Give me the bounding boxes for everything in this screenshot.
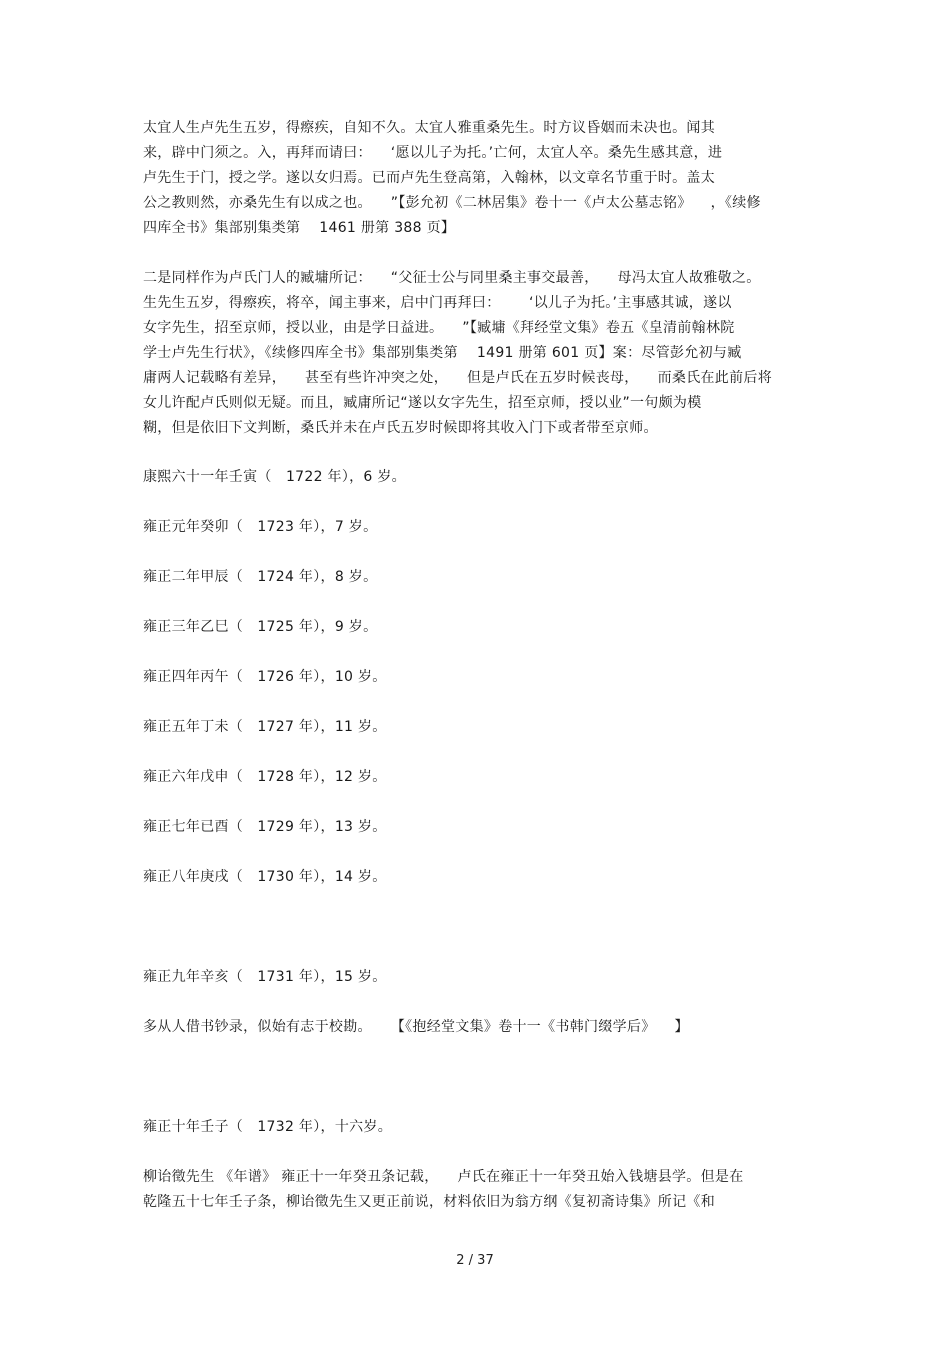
year-entry: 雍正元年癸卯（ 1723 年），7 岁。 [143, 519, 378, 535]
year-entry: 康熙六十一年壬寅（ 1722 年），6 岁。 [143, 469, 406, 485]
year-entry: 雍正七年已酉（ 1729 年），13 岁。 [143, 819, 387, 835]
paragraph-1-line: 来，辟中门须之。入，再拜而请曰： ‘愿以儿子为托。’亡何，太宜人卒。桑先生感其意，进 [143, 145, 723, 161]
paragraph-2-line: 糊，但是依旧下文判断，桑氏并未在卢氏五岁时候即将其收入门下或者带至京师。 [143, 420, 658, 436]
paragraph-1-line: 公之教则然，亦桑先生有以成之也。 ”【彭允初《二林居集》卷十一《卢太公墓志铭》 ，《续修 [143, 195, 761, 211]
paragraph-2-line: 生先生五岁，得瘵疾，将卒，闻主事来，启中门再拜曰： ‘以儿子为托。’主事感其诚，遂以 [143, 295, 732, 311]
year-entry: 雍正二年甲辰（ 1724 年），8 岁。 [143, 569, 378, 585]
year-entry: 雍正八年庚戌（ 1730 年），14 岁。 [143, 869, 387, 885]
paragraph-3-line: 乾隆五十七年壬子条，柳诒徵先生又更正前说，材料依旧为翁方纲《复初斋诗集》所记《和 [143, 1194, 715, 1210]
year-entry: 雍正五年丁未（ 1727 年），11 岁。 [143, 719, 387, 735]
paragraph-1-line: 卢先生于门，授之学。遂以女归焉。已而卢先生登高第，入翰林，以文章名节重于时。盖太 [143, 170, 715, 186]
paragraph-2-line: 女儿许配卢氏则似无疑。而且，臧庸所记“遂以女字先生，招至京师，授以业”一句颇为模 [143, 395, 702, 411]
year-note: 多从人借书钞录，似始有志于校勘。 【《抱经堂文集》卷十一《书韩门缀学后》 】 [143, 1019, 689, 1035]
paragraph-2-line: 女字先生，招至京师，授以业，由是学日益进。 ”【臧墉《拜经堂文集》卷五《皇清前翰林院 [143, 320, 735, 336]
year-entry: 雍正十年壬子（ 1732 年），十六岁。 [143, 1119, 393, 1135]
year-entry: 雍正六年戊申（ 1728 年），12 岁。 [143, 769, 387, 785]
paragraph-2-line: 庸两人记载略有差异， 甚至有些许冲突之处， 但是卢氏在五岁时候丧母， 而桑氏在此前后将 [143, 370, 772, 386]
paragraph-3-line: 柳诒徵先生 《年谱》 雍正十一年癸丑条记载， 卢氏在雍正十一年癸丑始入钱塘县学。但是在 [143, 1169, 744, 1185]
page-number: 2 / 37 [456, 1253, 494, 1268]
year-entry: 雍正四年丙午（ 1726 年），10 岁。 [143, 669, 387, 685]
paragraph-2-line: 二是同样作为卢氏门人的臧墉所记： “父征士公与同里桑主事交最善， 母冯太宜人故雅敬之。 [143, 270, 761, 286]
year-entry: 雍正三年乙巳（ 1725 年），9 岁。 [143, 619, 378, 635]
paragraph-2-line: 学士卢先生行状》，《续修四库全书》集部别集类第 1491 册第 601 页】案：尽管彭允初与臧 [143, 345, 742, 361]
paragraph-1-line: 太宜人生卢先生五岁，得瘵疾，自知不久。太宜人雅重桑先生。时方议昏姻而未决也。闻其 [143, 120, 715, 136]
year-entry: 雍正九年辛亥（ 1731 年），15 岁。 [143, 969, 387, 985]
paragraph-1-line: 四库全书》集部别集类第 1461 册第 388 页】 [143, 220, 456, 236]
